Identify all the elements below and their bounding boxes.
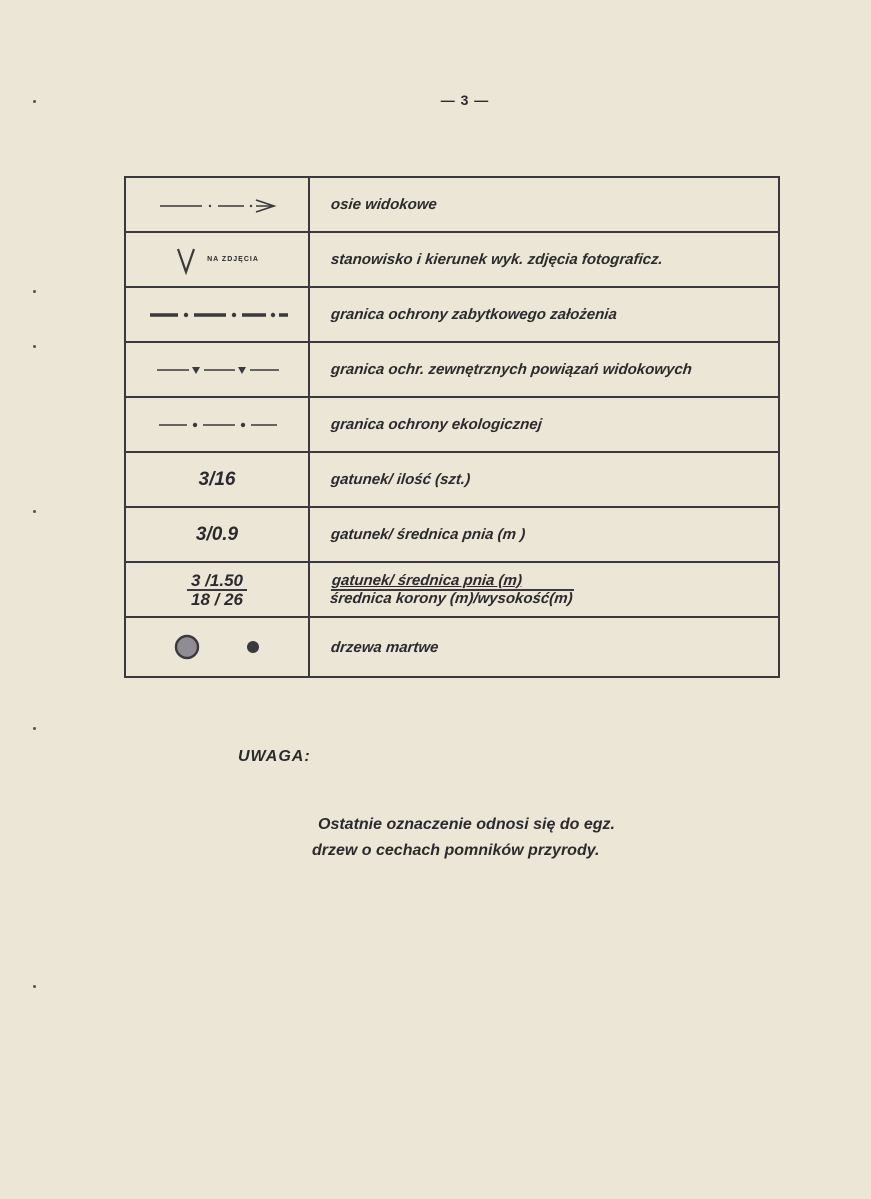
species-trunk-symbol: 3/0.9 <box>195 523 239 545</box>
legend-row <box>126 563 778 618</box>
description-bottom: średnica korony (m)/wysokość(m) <box>329 589 574 607</box>
stacked-description-cell <box>328 563 777 616</box>
legend-row <box>126 508 778 563</box>
legend-row <box>126 453 778 508</box>
description-top: gatunek/ średnica pnia (m) <box>331 571 523 589</box>
note-text <box>312 812 732 864</box>
legend-description: granica ochrony ekologicznej <box>330 416 543 433</box>
legend-row <box>126 288 778 343</box>
margin-dot <box>33 727 36 730</box>
arrow-dash-dot-icon <box>126 178 308 231</box>
legend-row <box>126 618 778 676</box>
legend-description: drzewa martwe <box>330 638 440 656</box>
legend-description: granica ochrony zabytkowego założenia <box>330 306 618 323</box>
margin-dot <box>33 510 36 513</box>
legend-description: osie widokowe <box>330 196 438 213</box>
legend-description: stanowisko i kierunek wyk. zdjęcia fotograficz. <box>330 251 664 268</box>
margin-dot <box>33 345 36 348</box>
margin-dot <box>33 985 36 988</box>
viewpoint-caption: NA ZDJĘCIA <box>207 256 259 263</box>
viewpoint-cell <box>126 233 308 286</box>
legend-row <box>126 398 778 453</box>
legend-row <box>126 178 778 233</box>
stacked-symbol-cell <box>126 563 308 616</box>
species-count-symbol: 3/16 <box>198 468 236 490</box>
legend-row <box>126 343 778 398</box>
dead-tree-circles-icon <box>126 618 308 676</box>
legend-description: gatunek/ ilość (szt.) <box>330 471 472 488</box>
species-trunk-cell <box>126 508 308 561</box>
viewpoint-v-icon <box>175 245 197 275</box>
page-number: — 3 — <box>440 92 490 108</box>
species-count-cell <box>126 453 308 506</box>
note-line-2: drzew o cechach pomników przyrody. <box>312 842 600 859</box>
margin-dot <box>33 290 36 293</box>
line-with-dots-icon <box>126 398 308 451</box>
margin-dot <box>33 100 36 103</box>
fraction-top: 3 /1.50 <box>187 572 247 591</box>
uwaga-label: UWAGA: <box>238 748 311 765</box>
fraction-bottom: 18 / 26 <box>191 589 243 609</box>
legend-description: granica ochr. zewnętrznych powiązań widokowych <box>330 361 693 378</box>
legend-row <box>126 233 778 288</box>
legend-table <box>124 176 780 678</box>
line-with-triangles-icon <box>126 343 308 396</box>
stacked-description <box>329 573 575 607</box>
thick-dash-dot-line-icon <box>126 288 308 341</box>
note-line-1: Ostatnie oznaczenie odnosi się do egz. <box>318 816 615 833</box>
stacked-fraction-symbol <box>187 572 247 608</box>
legend-description: gatunek/ średnica pnia (m ) <box>330 526 527 543</box>
